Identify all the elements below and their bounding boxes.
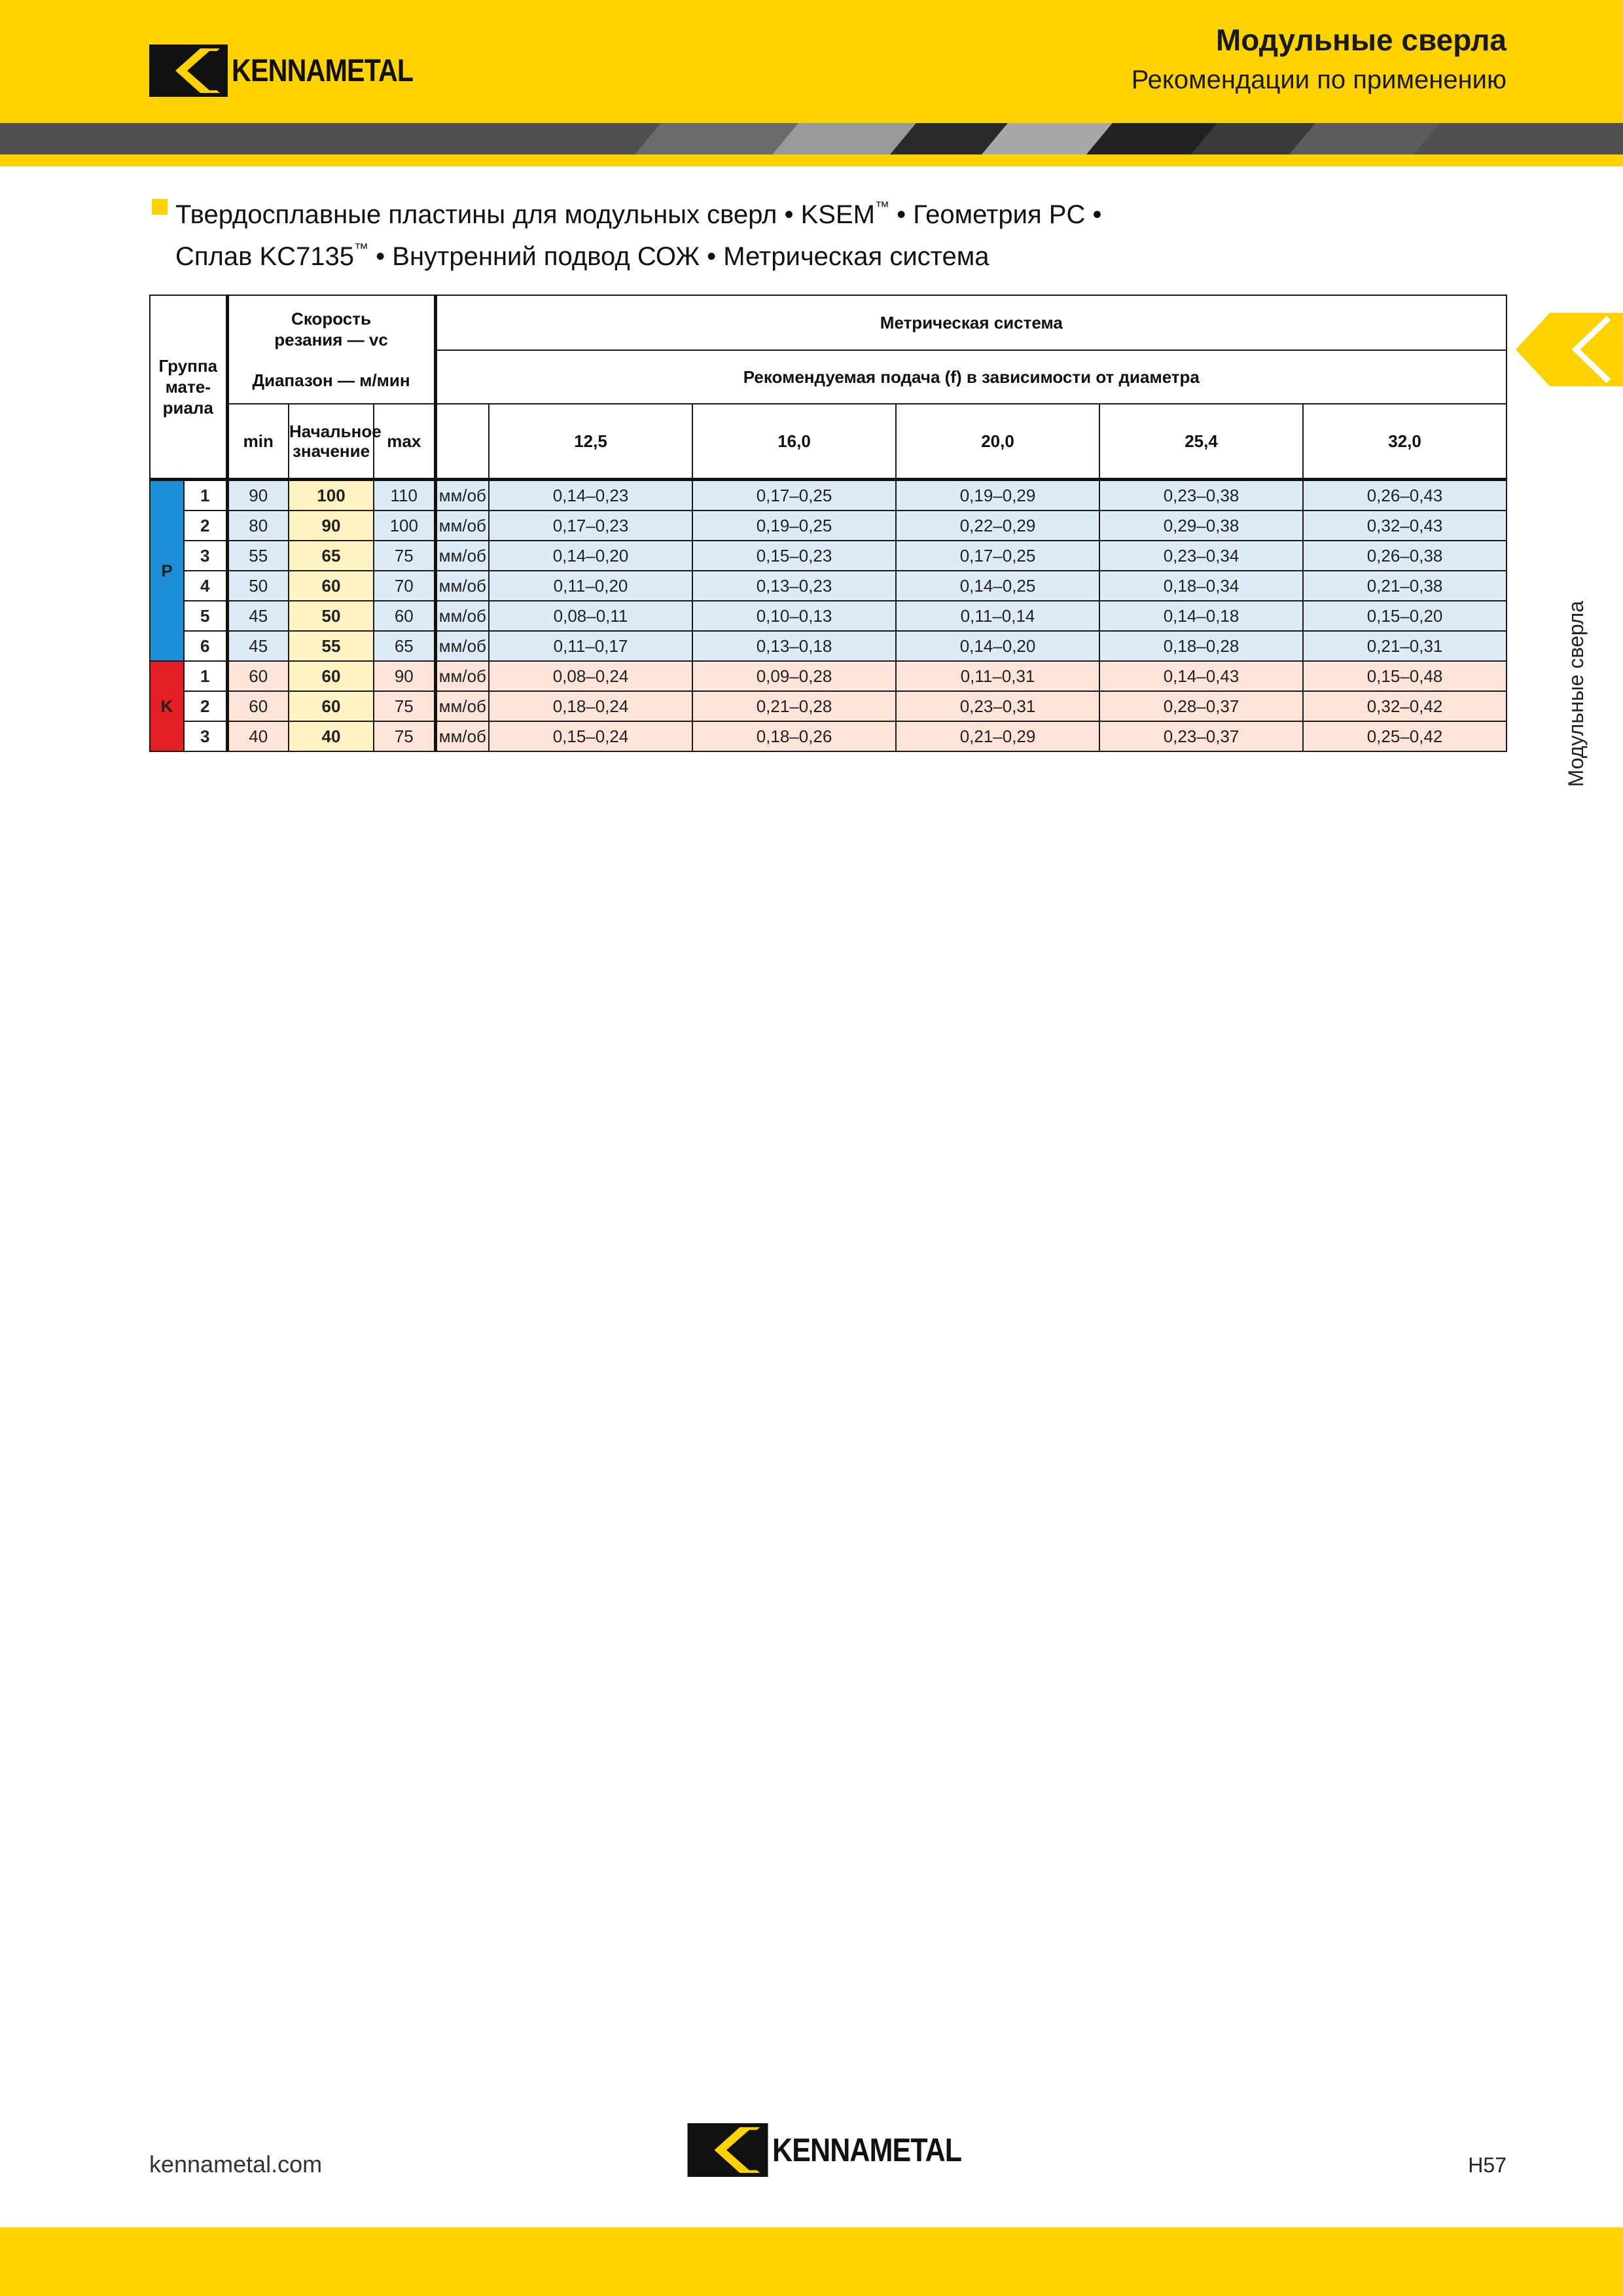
speed-max: 100	[374, 511, 435, 541]
material-group-p: P	[150, 480, 184, 662]
row-number: 2	[184, 691, 227, 721]
feed-range: 0,22–0,29	[896, 511, 1099, 541]
speed-min: 50	[227, 571, 289, 601]
speed-max-header: max	[374, 404, 435, 480]
feed-range: 0,14–0,43	[1099, 661, 1303, 691]
feed-range: 0,18–0,26	[692, 721, 896, 751]
cutting-speed-label: Скорость резания — vc	[274, 309, 388, 350]
unit-header	[435, 404, 489, 480]
cutting-speed-header	[227, 295, 435, 404]
header-stripe-band	[0, 123, 1623, 154]
feed-range: 0,11–0,20	[489, 571, 692, 601]
speed-min: 40	[227, 721, 289, 751]
feed-range: 0,26–0,38	[1303, 541, 1507, 571]
speed-start: 65	[289, 541, 374, 571]
diameter-header: 12,5	[489, 404, 692, 480]
row-number: 6	[184, 631, 227, 661]
page-number: H57	[1468, 2153, 1507, 2177]
footer-brand-wordmark: KENNAMETAL	[772, 2132, 962, 2168]
feed-range: 0,14–0,23	[489, 480, 692, 511]
kennametal-k-mark-icon	[149, 45, 228, 97]
speed-start: 55	[289, 631, 374, 661]
speed-max: 70	[374, 571, 435, 601]
feed-unit: мм/об	[435, 631, 489, 661]
table-row	[150, 721, 1507, 751]
table-row	[150, 691, 1507, 721]
row-number: 3	[184, 721, 227, 751]
speed-start-header: Начальное значение	[289, 404, 374, 480]
diameter-header: 16,0	[692, 404, 896, 480]
table-row	[150, 661, 1507, 691]
feed-range: 0,11–0,31	[896, 661, 1099, 691]
feed-range: 0,13–0,23	[692, 571, 896, 601]
row-number: 2	[184, 511, 227, 541]
speed-min: 45	[227, 601, 289, 631]
row-number: 1	[184, 480, 227, 511]
page-title: Модульные сверла	[1215, 23, 1507, 57]
speed-start: 100	[289, 480, 374, 511]
feed-range: 0,23–0,37	[1099, 721, 1303, 751]
feed-range: 0,15–0,20	[1303, 601, 1507, 631]
footer-kennametal-logo	[687, 2123, 992, 2177]
speed-start: 60	[289, 691, 374, 721]
feed-range: 0,08–0,11	[489, 601, 692, 631]
speed-max: 110	[374, 480, 435, 511]
diameter-header: 32,0	[1303, 404, 1507, 480]
feed-range: 0,11–0,14	[896, 601, 1099, 631]
row-number: 5	[184, 601, 227, 631]
table-row	[150, 511, 1507, 541]
material-group-k: K	[150, 661, 184, 751]
speed-min: 60	[227, 691, 289, 721]
feed-range: 0,13–0,18	[692, 631, 896, 661]
heading-line-1: Твердосплавные пластины для модульных сверл • KSEM™ • Геометрия PC •	[175, 198, 1102, 229]
speed-start: 50	[289, 601, 374, 631]
diameter-header: 25,4	[1099, 404, 1303, 480]
speed-max: 60	[374, 601, 435, 631]
kennametal-logo	[149, 45, 442, 97]
feed-unit: мм/об	[435, 571, 489, 601]
speed-max: 90	[374, 661, 435, 691]
table-row	[150, 601, 1507, 631]
heading-line-2: Сплав KC7135™ • Внутренний подвод СОЖ • Метрическая система	[175, 240, 990, 271]
speed-start: 60	[289, 661, 374, 691]
table-row	[150, 571, 1507, 601]
diameter-header: 20,0	[896, 404, 1099, 480]
section-tab-text: Модульные сверла	[1564, 601, 1588, 787]
speed-max: 75	[374, 541, 435, 571]
section-tab-chevron-icon[interactable]	[1516, 313, 1623, 386]
feed-range: 0,15–0,23	[692, 541, 896, 571]
feed-range: 0,26–0,43	[1303, 480, 1507, 511]
speed-min: 60	[227, 661, 289, 691]
feed-range: 0,29–0,38	[1099, 511, 1303, 541]
table-row	[150, 480, 1507, 511]
feed-range: 0,17–0,23	[489, 511, 692, 541]
feed-range: 0,32–0,43	[1303, 511, 1507, 541]
feed-range: 0,21–0,31	[1303, 631, 1507, 661]
speed-range-label: Диапазон — м/мин	[252, 370, 410, 390]
feed-range: 0,21–0,28	[692, 691, 896, 721]
feed-range: 0,19–0,25	[692, 511, 896, 541]
section-heading	[152, 190, 1264, 274]
row-number: 4	[184, 571, 227, 601]
feed-range: 0,14–0,25	[896, 571, 1099, 601]
material-group-header: Группа мате- риала	[150, 295, 227, 480]
feed-range: 0,14–0,20	[896, 631, 1099, 661]
feed-unit: мм/об	[435, 541, 489, 571]
feed-unit: мм/об	[435, 511, 489, 541]
feed-unit: мм/об	[435, 661, 489, 691]
feed-range: 0,19–0,29	[896, 480, 1099, 511]
footer-website-link[interactable]: kennametal.com	[149, 2151, 323, 2178]
feed-range: 0,14–0,20	[489, 541, 692, 571]
feed-range: 0,10–0,13	[692, 601, 896, 631]
speed-start: 60	[289, 571, 374, 601]
feed-range: 0,15–0,24	[489, 721, 692, 751]
speed-max: 75	[374, 721, 435, 751]
speed-start: 90	[289, 511, 374, 541]
feed-range: 0,23–0,31	[896, 691, 1099, 721]
speed-min: 45	[227, 631, 289, 661]
speed-min: 90	[227, 480, 289, 511]
page-subtitle: Рекомендации по применению	[1131, 65, 1507, 94]
speed-start: 40	[289, 721, 374, 751]
feed-unit: мм/об	[435, 691, 489, 721]
feed-range: 0,08–0,24	[489, 661, 692, 691]
metric-system-header: Метрическая система	[435, 295, 1507, 350]
speed-min: 80	[227, 511, 289, 541]
feed-range: 0,23–0,38	[1099, 480, 1303, 511]
feed-range: 0,17–0,25	[692, 480, 896, 511]
feed-range: 0,23–0,34	[1099, 541, 1303, 571]
feed-range: 0,11–0,17	[489, 631, 692, 661]
table-row	[150, 631, 1507, 661]
feed-unit: мм/об	[435, 480, 489, 511]
speed-max: 75	[374, 691, 435, 721]
header-yellow-rule	[0, 154, 1623, 166]
feed-range: 0,28–0,37	[1099, 691, 1303, 721]
feed-range: 0,09–0,28	[692, 661, 896, 691]
kennametal-k-mark-icon	[687, 2123, 768, 2177]
row-number: 3	[184, 541, 227, 571]
feed-range: 0,18–0,24	[489, 691, 692, 721]
feed-range: 0,32–0,42	[1303, 691, 1507, 721]
feed-range: 0,21–0,38	[1303, 571, 1507, 601]
feed-range: 0,18–0,34	[1099, 571, 1303, 601]
row-number: 1	[184, 661, 227, 691]
feed-by-diameter-header: Рекомендуемая подача (f) в зависимости от диаметра	[435, 350, 1507, 404]
speed-min: 55	[227, 541, 289, 571]
footer-band	[0, 2227, 1623, 2296]
feed-unit: мм/об	[435, 721, 489, 751]
feed-recommendation-table	[149, 295, 1507, 752]
feed-range: 0,25–0,42	[1303, 721, 1507, 751]
speed-min-header: min	[227, 404, 289, 480]
feed-range: 0,21–0,29	[896, 721, 1099, 751]
feed-range: 0,17–0,25	[896, 541, 1099, 571]
feed-range: 0,14–0,18	[1099, 601, 1303, 631]
feed-range: 0,15–0,48	[1303, 661, 1507, 691]
brand-wordmark: KENNAMETAL	[232, 53, 414, 88]
feed-unit: мм/об	[435, 601, 489, 631]
feed-table-body	[150, 480, 1507, 752]
feed-range: 0,18–0,28	[1099, 631, 1303, 661]
speed-max: 65	[374, 631, 435, 661]
heading-bullet-icon	[152, 199, 168, 215]
table-row	[150, 541, 1507, 571]
